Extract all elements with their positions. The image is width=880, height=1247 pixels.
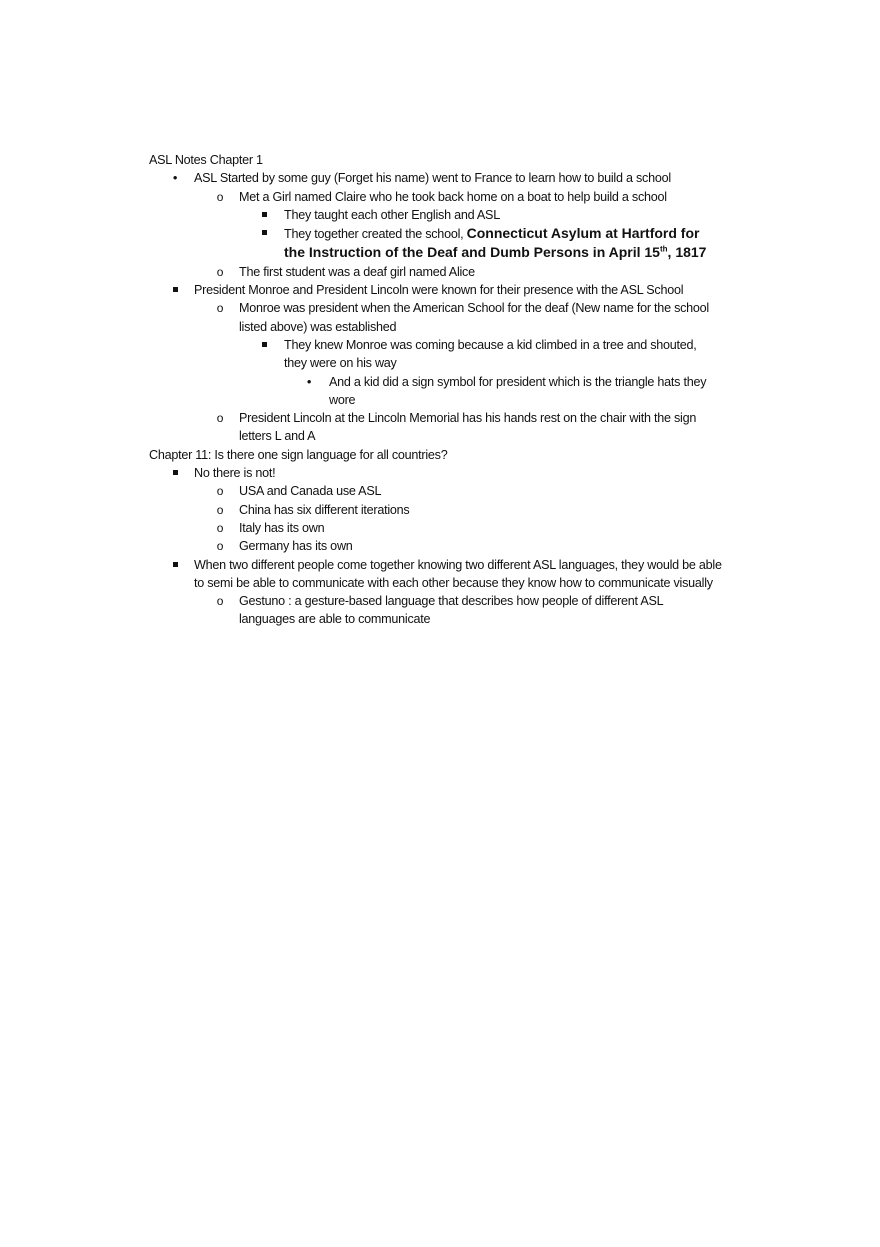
item-text: No there is not! [194, 466, 276, 481]
item-text: ASL Started by some guy (Forget his name) went to France to learn how to build a school [194, 171, 671, 186]
list-item [149, 224, 724, 263]
bullet-icon [304, 373, 314, 391]
list-item [149, 556, 734, 593]
circle-bullet-icon [215, 299, 225, 317]
item-text: President Monroe and President Lincoln were known for their presence with the ASL School [194, 283, 684, 298]
item-text: When two different people come together knowing two different ASL languages, they would be able to semi be able to communicate with each other because they know how to communicate visually [194, 557, 722, 590]
list-item [149, 299, 714, 336]
circle-bullet-icon [215, 482, 225, 500]
bullet-icon [170, 169, 180, 187]
item-text: They taught each other English and ASL [284, 207, 500, 222]
square-bullet-icon [170, 281, 180, 299]
list-item [149, 501, 739, 519]
list-item [149, 482, 739, 500]
circle-bullet-icon [215, 409, 225, 427]
circle-bullet-icon [215, 501, 225, 519]
school-name-text: Connecticut Asylum at Hartford for the Instruction of the Deaf and Dumb Persons in April 15 [284, 225, 700, 261]
item-text: They together created the school, [284, 227, 467, 242]
circle-bullet-icon [215, 263, 225, 281]
square-bullet-icon [170, 556, 180, 574]
list-item [149, 592, 719, 629]
superscript: th [659, 244, 668, 254]
square-bullet-icon [259, 224, 269, 242]
circle-bullet-icon [215, 592, 225, 610]
list-item [149, 263, 739, 281]
item-text: USA and Canada use ASL [239, 484, 382, 499]
item-text: Gestuno : a gesture-based language that describes how people of different ASL languages are able to communicate [239, 594, 663, 627]
document-page [149, 151, 739, 629]
square-bullet-icon [259, 206, 269, 224]
list-item [149, 409, 714, 446]
item-text: Monroe was president when the American School for the deaf (New name for the school listed above) was established [239, 301, 709, 334]
list-item [149, 188, 739, 206]
school-year: , 1817 [667, 244, 707, 261]
circle-bullet-icon [215, 188, 225, 206]
list-item [149, 281, 714, 299]
item-text: And a kid did a sign symbol for president which is the triangle hats they wore [329, 374, 707, 407]
item-text: Germany has its own [239, 539, 353, 554]
list-item [149, 519, 739, 537]
square-bullet-icon [259, 336, 269, 354]
square-bullet-icon [170, 464, 180, 482]
list-item [149, 206, 739, 224]
item-text: The first student was a deaf girl named Alice [239, 264, 475, 279]
heading-chapter-1: ASL Notes Chapter 1 [149, 153, 263, 167]
list-item [149, 169, 739, 187]
item-text: Italy has its own [239, 520, 325, 535]
heading-chapter-11: Chapter 11: Is there one sign language for all countries? [149, 447, 448, 462]
list-item [149, 464, 739, 482]
list-item [149, 537, 739, 555]
list-item [149, 373, 734, 410]
list-item [149, 336, 714, 373]
item-text: China has six different iterations [239, 502, 410, 517]
item-text: Met a Girl named Claire who he took back home on a boat to help build a school [239, 189, 667, 204]
item-text: President Lincoln at the Lincoln Memorial has his hands rest on the chair with the sign letters L and A [239, 411, 697, 444]
circle-bullet-icon [215, 537, 225, 555]
circle-bullet-icon [215, 519, 225, 537]
item-text: They knew Monroe was coming because a kid climbed in a tree and shouted, they were on his way [284, 337, 697, 371]
